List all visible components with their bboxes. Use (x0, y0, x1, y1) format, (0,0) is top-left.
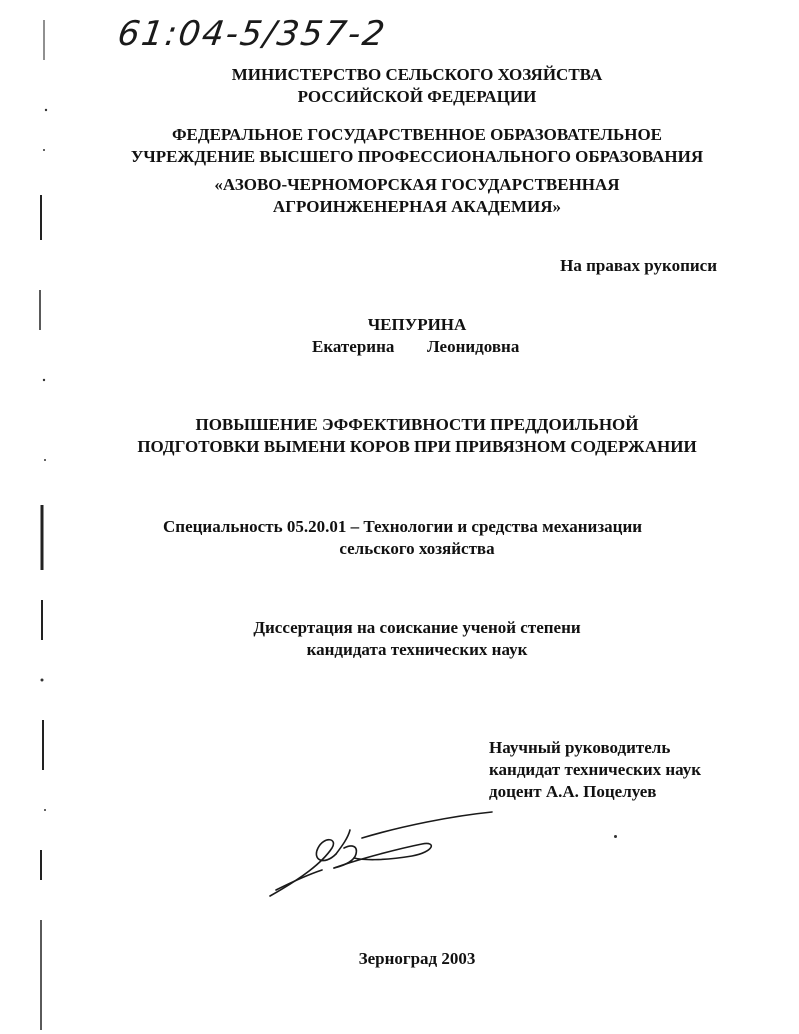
institution-line-3: «АЗОВО-ЧЕРНОМОРСКАЯ ГОСУДАРСТВЕННАЯ (214, 175, 620, 194)
institution-line-4: АГРОИНЖЕНЕРНАЯ АКАДЕМИЯ» (272, 197, 562, 216)
title-line-2: ПОДГОТОВКИ ВЫМЕНИ КОРОВ ПРИ ПРИВЯЗНОМ СОДЕРЖАНИИ (137, 437, 697, 456)
scan-speck (614, 835, 617, 838)
archive-code-handwritten: 61:04-5/357-2 (115, 14, 389, 54)
author-patronymic: Леонидовна (427, 337, 520, 356)
supervisor-degree: кандидат технических наук (489, 760, 702, 779)
specialty-line-1: Специальность 05.20.01 – Технологии и средства механизации (163, 517, 643, 536)
dissertation-line-2: кандидата технических наук (306, 640, 528, 659)
institution-line-1: ФЕДЕРАЛЬНОЕ ГОСУДАРСТВЕННОЕ ОБРАЗОВАТЕЛЬНОЕ (171, 125, 663, 144)
ministry-line-2: РОССИЙСКОЙ ФЕДЕРАЦИИ (297, 87, 537, 106)
place-year: Зерноград 2003 (358, 949, 476, 968)
author-surname: ЧЕПУРИНА (367, 315, 467, 334)
title-line-1: ПОВЫШЕНИЕ ЭФФЕКТИВНОСТИ ПРЕДДОИЛЬНОЙ (195, 415, 639, 434)
author-first-name: Екатерина (312, 337, 395, 356)
specialty-line-2: сельского хозяйства (339, 539, 495, 558)
institution-line-2: УЧРЕЖДЕНИЕ ВЫСШЕГО ПРОФЕССИОНАЛЬНОГО ОБРАЗОВАНИЯ (130, 147, 704, 166)
ministry-line-1: МИНИСТЕРСТВО СЕЛЬСКОГО ХОЗЯЙСТВА (231, 65, 603, 84)
signature (262, 808, 502, 908)
supervisor-name: доцент А.А. Поцелуев (489, 782, 657, 801)
manuscript-note: На правах рукописи (560, 256, 717, 275)
dissertation-line-1: Диссертация на соискание ученой степени (253, 618, 581, 637)
supervisor-role: Научный руководитель (489, 738, 671, 757)
